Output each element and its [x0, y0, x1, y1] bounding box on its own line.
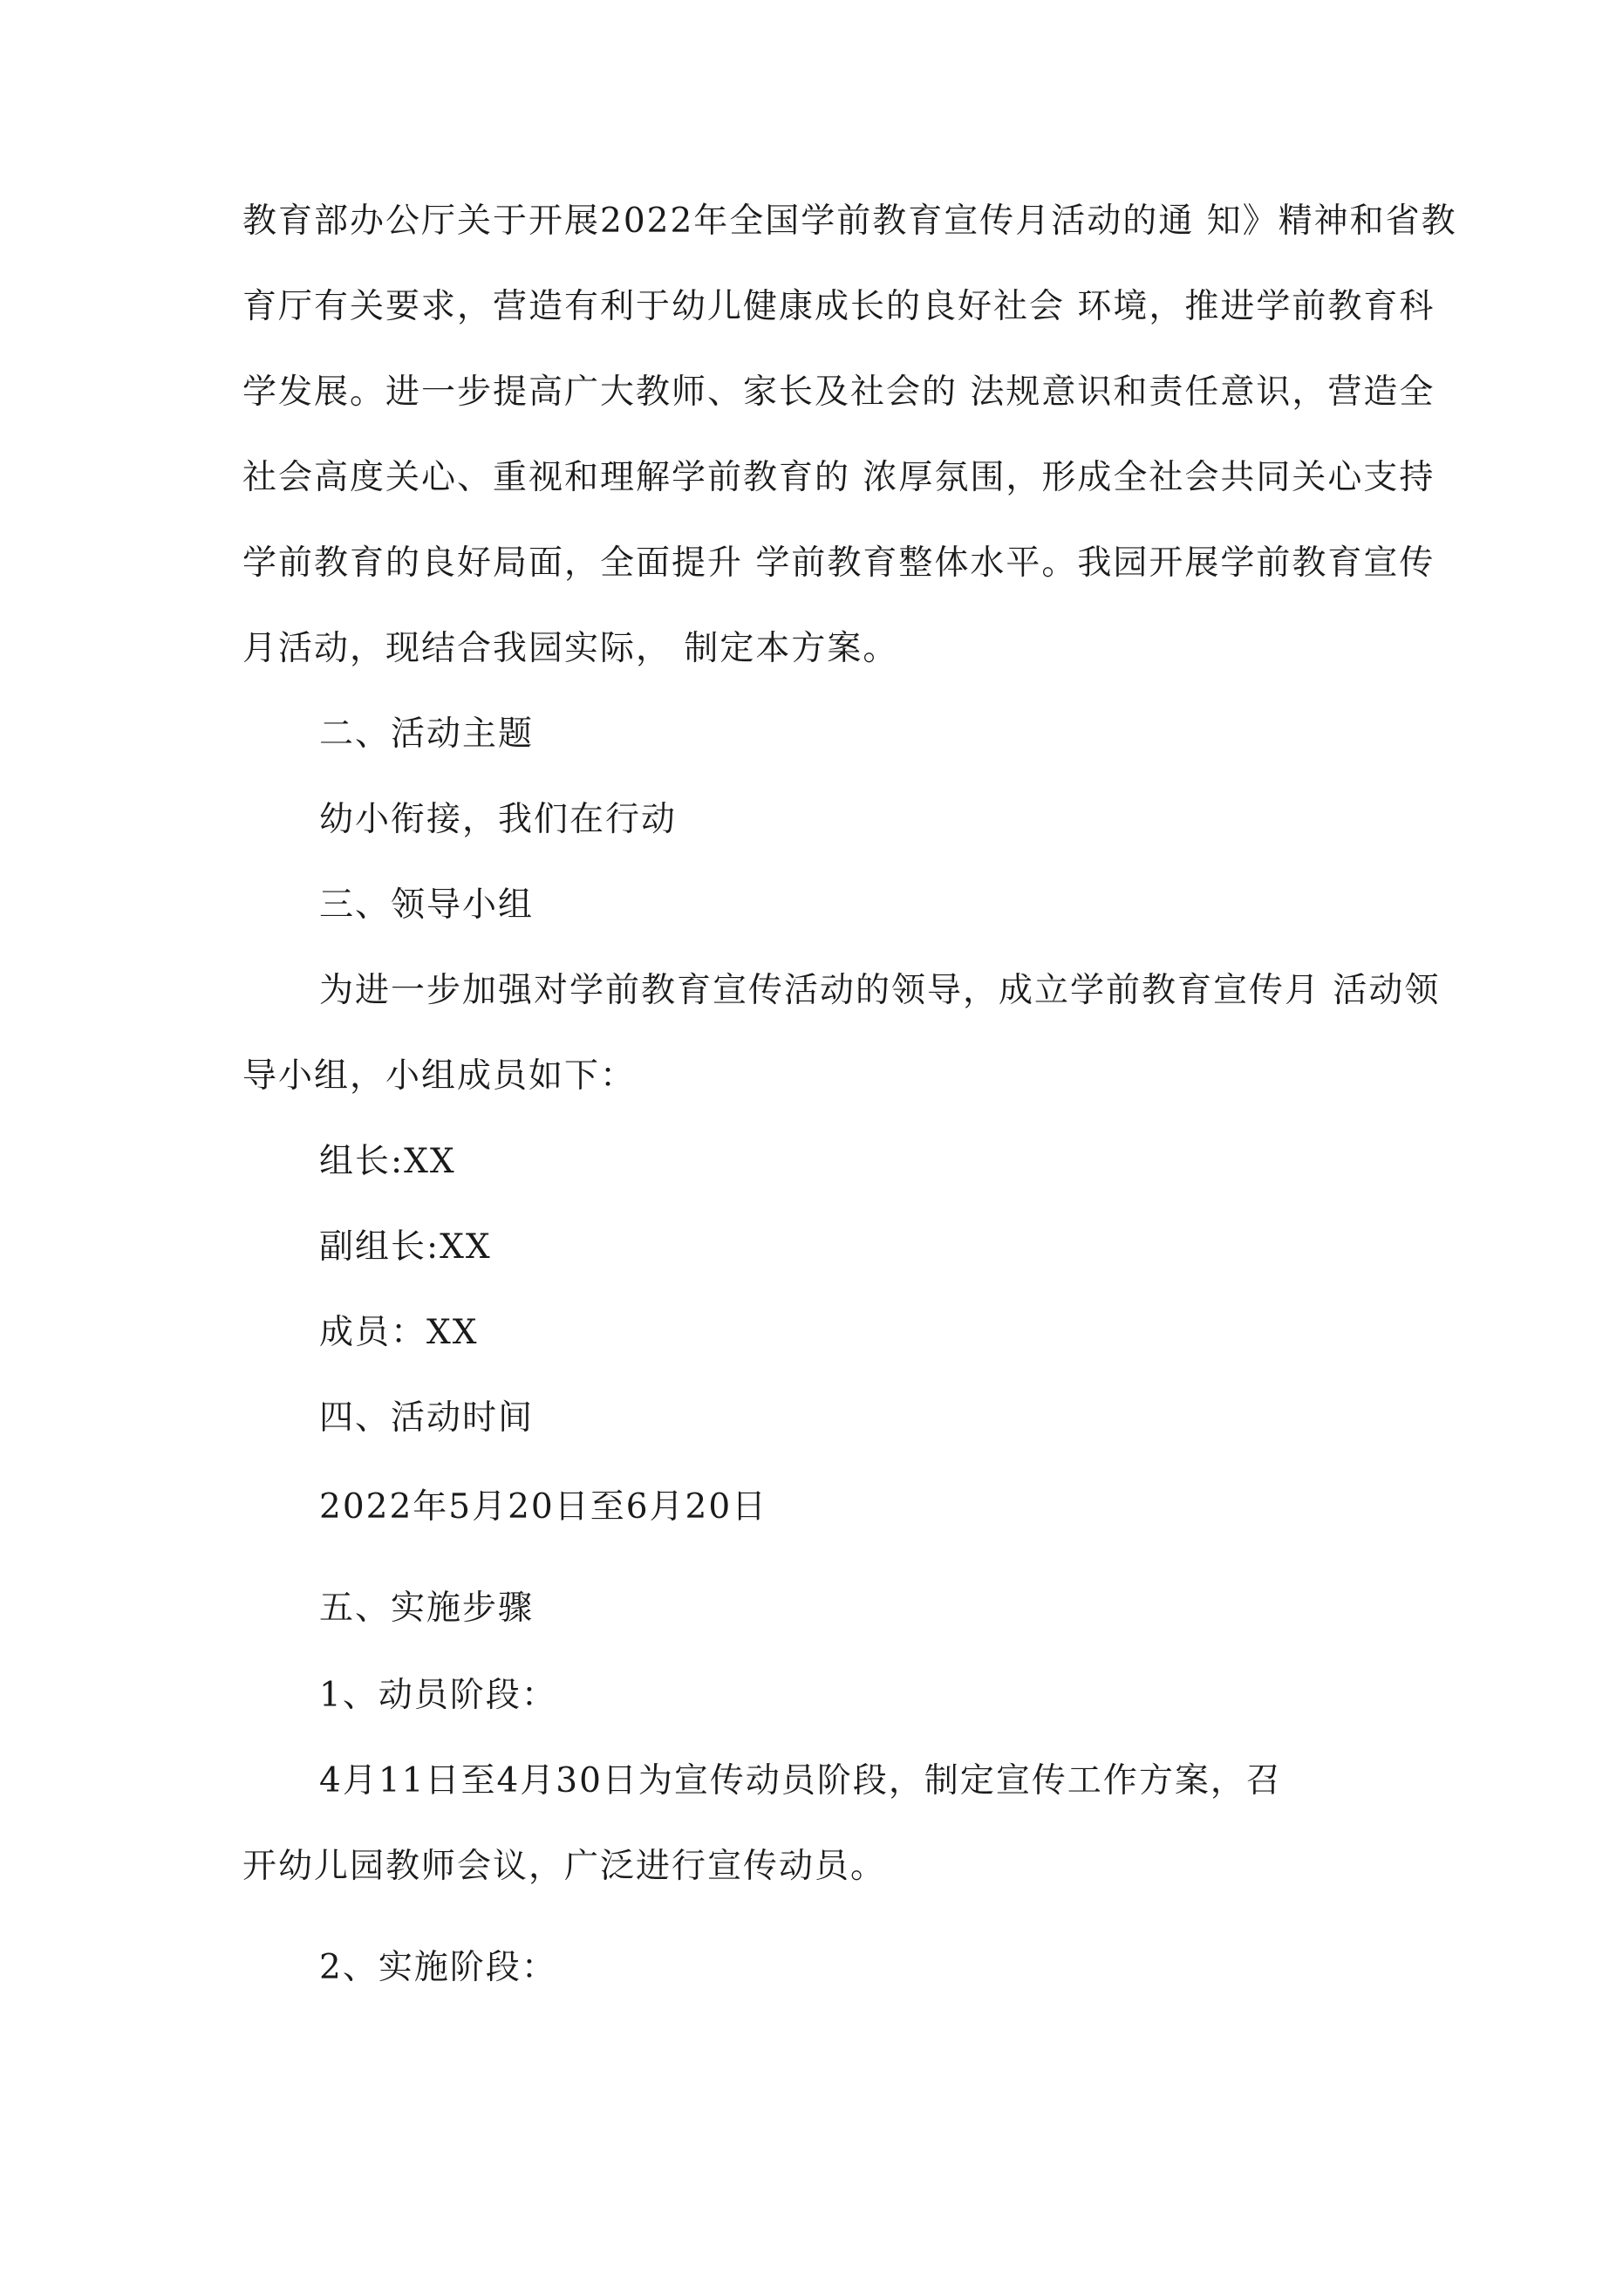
deputy-leader-entry: 副组长:XX — [319, 1227, 492, 1267]
section-heading-leadership: 三、领导小组 — [319, 885, 535, 925]
leadership-para-line-2: 导小组，小组成员如下： — [242, 1056, 637, 1096]
step1-line-2: 开幼儿园教师会议，广泛进行宣传动员。 — [242, 1847, 887, 1886]
section-heading-time: 四、活动时间 — [319, 1398, 535, 1438]
step1-heading: 1、动员阶段： — [319, 1676, 557, 1715]
section-heading-steps: 五、实施步骤 — [319, 1589, 535, 1628]
intro-line-1: 教育部办公厅关于开展2022年全国学前教育宣传月活动的通 知》精神和省教 — [242, 202, 1457, 241]
step2-heading: 2、实施阶段： — [319, 1948, 557, 1987]
members-entry: 成员：XX — [319, 1313, 479, 1352]
theme-text: 幼小衔接，我们在行动 — [319, 800, 678, 839]
intro-line-4: 社会高度关心、重视和理解学前教育的 浓厚氛围，形成全社会共同关心支持 — [242, 458, 1435, 497]
step1-line-1: 4月11日至4月30日为宣传动员阶段，制定宣传工作方案，召 — [319, 1761, 1282, 1801]
intro-line-2: 育厅有关要求，营造有利于幼儿健康成长的良好社会 环境，推进学前教育科 — [242, 287, 1435, 326]
leader-entry: 组长:XX — [319, 1142, 456, 1181]
intro-line-5: 学前教育的良好局面，全面提升 学前教育整体水平。我园开展学前教育宣传 — [242, 543, 1435, 583]
activity-dates: 2022年5月20日至6月20日 — [319, 1487, 768, 1527]
section-heading-theme: 二、活动主题 — [319, 714, 535, 754]
intro-line-6: 月活动，现结合我园实际， 制定本方案。 — [242, 629, 899, 668]
leadership-para-line-1: 为进一步加强对学前教育宣传活动的领导，成立学前教育宣传月 活动领 — [319, 971, 1441, 1010]
intro-line-3: 学发展。进一步提高广大教师、家长及社会的 法规意识和责任意识，营造全 — [242, 372, 1435, 412]
